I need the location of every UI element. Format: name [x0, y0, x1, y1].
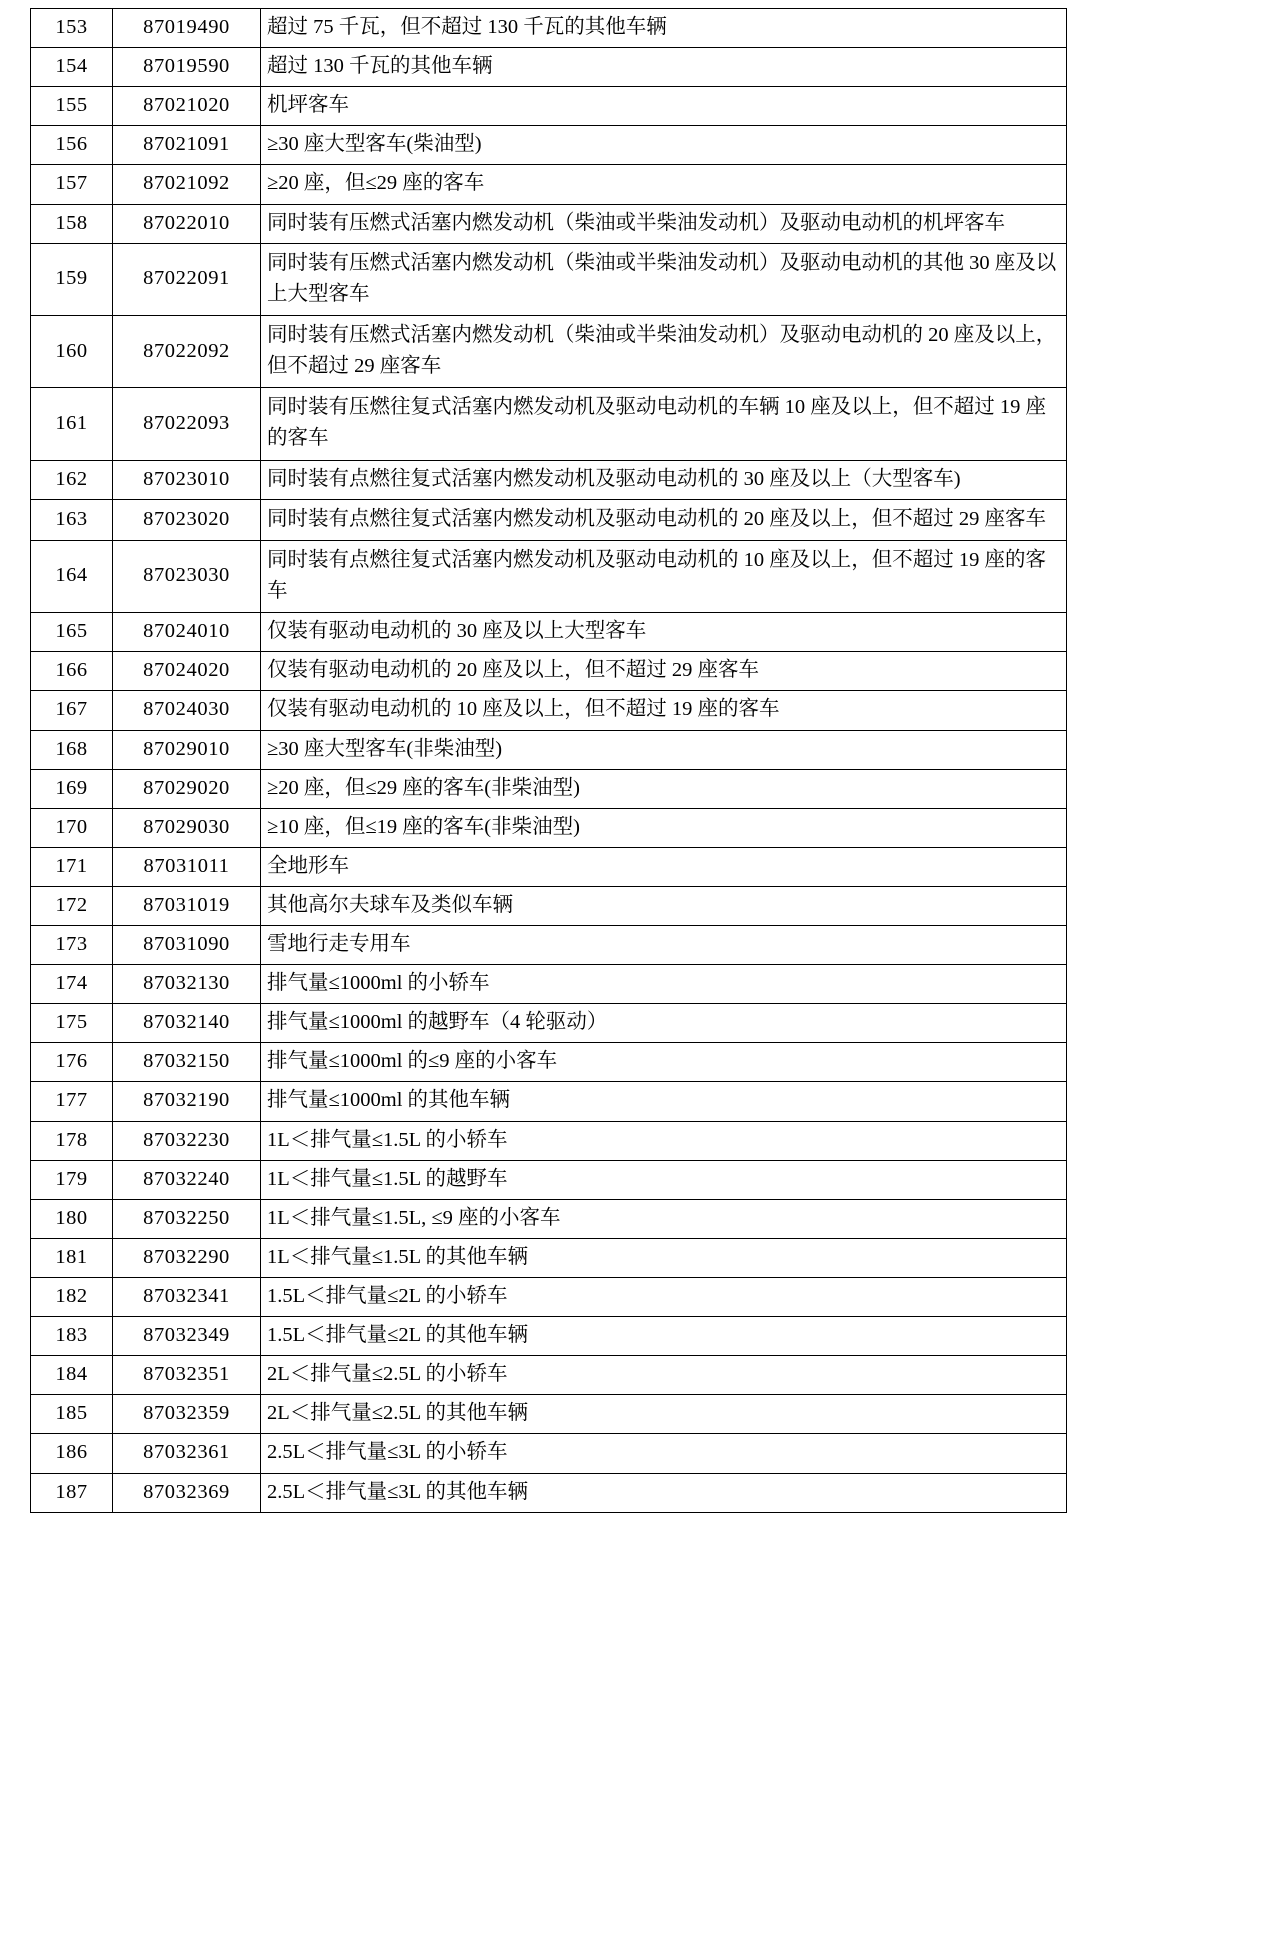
table-row [31, 652, 1067, 691]
row-serial-number: 169 [31, 769, 113, 808]
row-serial-number: 164 [31, 540, 113, 612]
row-serial-number: 159 [31, 243, 113, 315]
row-tariff-code: 87022092 [113, 315, 261, 387]
row-tariff-code: 87029030 [113, 808, 261, 847]
table-row [31, 243, 1067, 315]
row-description: ≥30 座大型客车(柴油型) [261, 126, 1067, 165]
row-serial-number: 158 [31, 204, 113, 243]
row-serial-number: 172 [31, 886, 113, 925]
row-tariff-code: 87032250 [113, 1199, 261, 1238]
row-tariff-code: 87031019 [113, 886, 261, 925]
row-serial-number: 153 [31, 9, 113, 48]
row-description: 排气量≤1000ml 的小轿车 [261, 965, 1067, 1004]
row-serial-number: 168 [31, 730, 113, 769]
row-tariff-code: 87031090 [113, 926, 261, 965]
row-description: 雪地行走专用车 [261, 926, 1067, 965]
row-description: 1.5L＜排气量≤2L 的其他车辆 [261, 1317, 1067, 1356]
table-row [31, 691, 1067, 730]
row-description: 仅装有驱动电动机的 20 座及以上，但不超过 29 座客车 [261, 652, 1067, 691]
row-description: 全地形车 [261, 847, 1067, 886]
row-serial-number: 179 [31, 1160, 113, 1199]
table-row [31, 1317, 1067, 1356]
row-description: 同时装有压燃式活塞内燃发动机（柴油或半柴油发动机）及驱动电动机的其他 30 座及以上大型客车 [261, 243, 1067, 315]
row-serial-number: 154 [31, 48, 113, 87]
table-row [31, 1278, 1067, 1317]
table-row [31, 730, 1067, 769]
row-description: 排气量≤1000ml 的越野车（4 轮驱动） [261, 1004, 1067, 1043]
table-row [31, 388, 1067, 460]
row-tariff-code: 87032140 [113, 1004, 261, 1043]
row-tariff-code: 87022093 [113, 388, 261, 460]
row-serial-number: 177 [31, 1082, 113, 1121]
row-serial-number: 163 [31, 499, 113, 540]
table-row [31, 204, 1067, 243]
row-tariff-code: 87023030 [113, 540, 261, 612]
row-description: 2L＜排气量≤2.5L 的小轿车 [261, 1356, 1067, 1395]
table-row [31, 1121, 1067, 1160]
row-description: 同时装有压燃式活塞内燃发动机（柴油或半柴油发动机）及驱动电动机的 20 座及以上，但不超过 29 座客车 [261, 315, 1067, 387]
row-serial-number: 162 [31, 460, 113, 499]
row-serial-number: 186 [31, 1434, 113, 1473]
table-row [31, 1434, 1067, 1473]
row-tariff-code: 87032150 [113, 1043, 261, 1082]
row-tariff-code: 87032359 [113, 1395, 261, 1434]
row-description: 1L＜排气量≤1.5L 的越野车 [261, 1160, 1067, 1199]
row-serial-number: 184 [31, 1356, 113, 1395]
row-description: 1L＜排气量≤1.5L 的其他车辆 [261, 1238, 1067, 1277]
row-tariff-code: 87032369 [113, 1473, 261, 1512]
row-tariff-code: 87032361 [113, 1434, 261, 1473]
row-tariff-code: 87023020 [113, 499, 261, 540]
row-description: 机坪客车 [261, 87, 1067, 126]
row-serial-number: 166 [31, 652, 113, 691]
row-tariff-code: 87031011 [113, 847, 261, 886]
table-row [31, 1199, 1067, 1238]
row-description: ≥20 座，但≤29 座的客车(非柴油型) [261, 769, 1067, 808]
table-row [31, 1043, 1067, 1082]
row-tariff-code: 87032130 [113, 965, 261, 1004]
row-description: 同时装有点燃往复式活塞内燃发动机及驱动电动机的 20 座及以上，但不超过 29 座客车 [261, 499, 1067, 540]
row-description: 2L＜排气量≤2.5L 的其他车辆 [261, 1395, 1067, 1434]
row-description: ≥20 座，但≤29 座的客车 [261, 165, 1067, 204]
table-row [31, 1160, 1067, 1199]
row-tariff-code: 87032349 [113, 1317, 261, 1356]
row-serial-number: 161 [31, 388, 113, 460]
row-serial-number: 167 [31, 691, 113, 730]
row-serial-number: 156 [31, 126, 113, 165]
row-description: 排气量≤1000ml 的其他车辆 [261, 1082, 1067, 1121]
row-serial-number: 160 [31, 315, 113, 387]
row-description: 其他高尔夫球车及类似车辆 [261, 886, 1067, 925]
table-row [31, 1473, 1067, 1512]
row-serial-number: 157 [31, 165, 113, 204]
row-serial-number: 182 [31, 1278, 113, 1317]
table-row [31, 1238, 1067, 1277]
row-description: 超过 130 千瓦的其他车辆 [261, 48, 1067, 87]
row-tariff-code: 87029010 [113, 730, 261, 769]
row-tariff-code: 87024010 [113, 613, 261, 652]
row-description: 同时装有压燃式活塞内燃发动机（柴油或半柴油发动机）及驱动电动机的机坪客车 [261, 204, 1067, 243]
table-row [31, 808, 1067, 847]
row-description: 排气量≤1000ml 的≤9 座的小客车 [261, 1043, 1067, 1082]
table-row [31, 926, 1067, 965]
row-tariff-code: 87032230 [113, 1121, 261, 1160]
row-tariff-code: 87032341 [113, 1278, 261, 1317]
table-row [31, 613, 1067, 652]
row-tariff-code: 87022091 [113, 243, 261, 315]
row-description: ≥10 座，但≤19 座的客车(非柴油型) [261, 808, 1067, 847]
row-description: 仅装有驱动电动机的 10 座及以上，但不超过 19 座的客车 [261, 691, 1067, 730]
row-serial-number: 176 [31, 1043, 113, 1082]
row-serial-number: 173 [31, 926, 113, 965]
tariff-table [30, 8, 1067, 1513]
row-tariff-code: 87024020 [113, 652, 261, 691]
table-row [31, 87, 1067, 126]
row-serial-number: 181 [31, 1238, 113, 1277]
row-tariff-code: 87021091 [113, 126, 261, 165]
row-description: 1L＜排气量≤1.5L, ≤9 座的小客车 [261, 1199, 1067, 1238]
row-description: 1.5L＜排气量≤2L 的小轿车 [261, 1278, 1067, 1317]
row-tariff-code: 87032190 [113, 1082, 261, 1121]
row-serial-number: 171 [31, 847, 113, 886]
table-row [31, 1395, 1067, 1434]
row-tariff-code: 87019590 [113, 48, 261, 87]
table-row [31, 126, 1067, 165]
row-description: 2.5L＜排气量≤3L 的小轿车 [261, 1434, 1067, 1473]
row-serial-number: 180 [31, 1199, 113, 1238]
table-row [31, 886, 1067, 925]
row-tariff-code: 87023010 [113, 460, 261, 499]
table-row [31, 1082, 1067, 1121]
row-description: 超过 75 千瓦，但不超过 130 千瓦的其他车辆 [261, 9, 1067, 48]
row-description: ≥30 座大型客车(非柴油型) [261, 730, 1067, 769]
row-tariff-code: 87021020 [113, 87, 261, 126]
tariff-table-body [31, 9, 1067, 1513]
row-tariff-code: 87032240 [113, 1160, 261, 1199]
row-description: 1L＜排气量≤1.5L 的小轿车 [261, 1121, 1067, 1160]
row-tariff-code: 87022010 [113, 204, 261, 243]
table-row [31, 540, 1067, 612]
row-tariff-code: 87024030 [113, 691, 261, 730]
table-row [31, 1004, 1067, 1043]
table-row [31, 1356, 1067, 1395]
row-tariff-code: 87029020 [113, 769, 261, 808]
row-serial-number: 174 [31, 965, 113, 1004]
table-row [31, 315, 1067, 387]
table-row [31, 847, 1067, 886]
row-serial-number: 175 [31, 1004, 113, 1043]
table-row [31, 769, 1067, 808]
row-description: 同时装有点燃往复式活塞内燃发动机及驱动电动机的 30 座及以上（大型客车) [261, 460, 1067, 499]
row-serial-number: 178 [31, 1121, 113, 1160]
row-serial-number: 155 [31, 87, 113, 126]
table-row [31, 965, 1067, 1004]
row-serial-number: 187 [31, 1473, 113, 1512]
row-description: 同时装有点燃往复式活塞内燃发动机及驱动电动机的 10 座及以上，但不超过 19 座的客车 [261, 540, 1067, 612]
row-tariff-code: 87032351 [113, 1356, 261, 1395]
row-description: 仅装有驱动电动机的 30 座及以上大型客车 [261, 613, 1067, 652]
row-description: 同时装有压燃往复式活塞内燃发动机及驱动电动机的车辆 10 座及以上，但不超过 19 座的客车 [261, 388, 1067, 460]
table-row [31, 460, 1067, 499]
row-tariff-code: 87019490 [113, 9, 261, 48]
table-row [31, 48, 1067, 87]
row-serial-number: 183 [31, 1317, 113, 1356]
table-row [31, 499, 1067, 540]
row-serial-number: 165 [31, 613, 113, 652]
row-tariff-code: 87032290 [113, 1238, 261, 1277]
row-tariff-code: 87021092 [113, 165, 261, 204]
table-row [31, 165, 1067, 204]
row-serial-number: 185 [31, 1395, 113, 1434]
table-row [31, 9, 1067, 48]
row-description: 2.5L＜排气量≤3L 的其他车辆 [261, 1473, 1067, 1512]
row-serial-number: 170 [31, 808, 113, 847]
